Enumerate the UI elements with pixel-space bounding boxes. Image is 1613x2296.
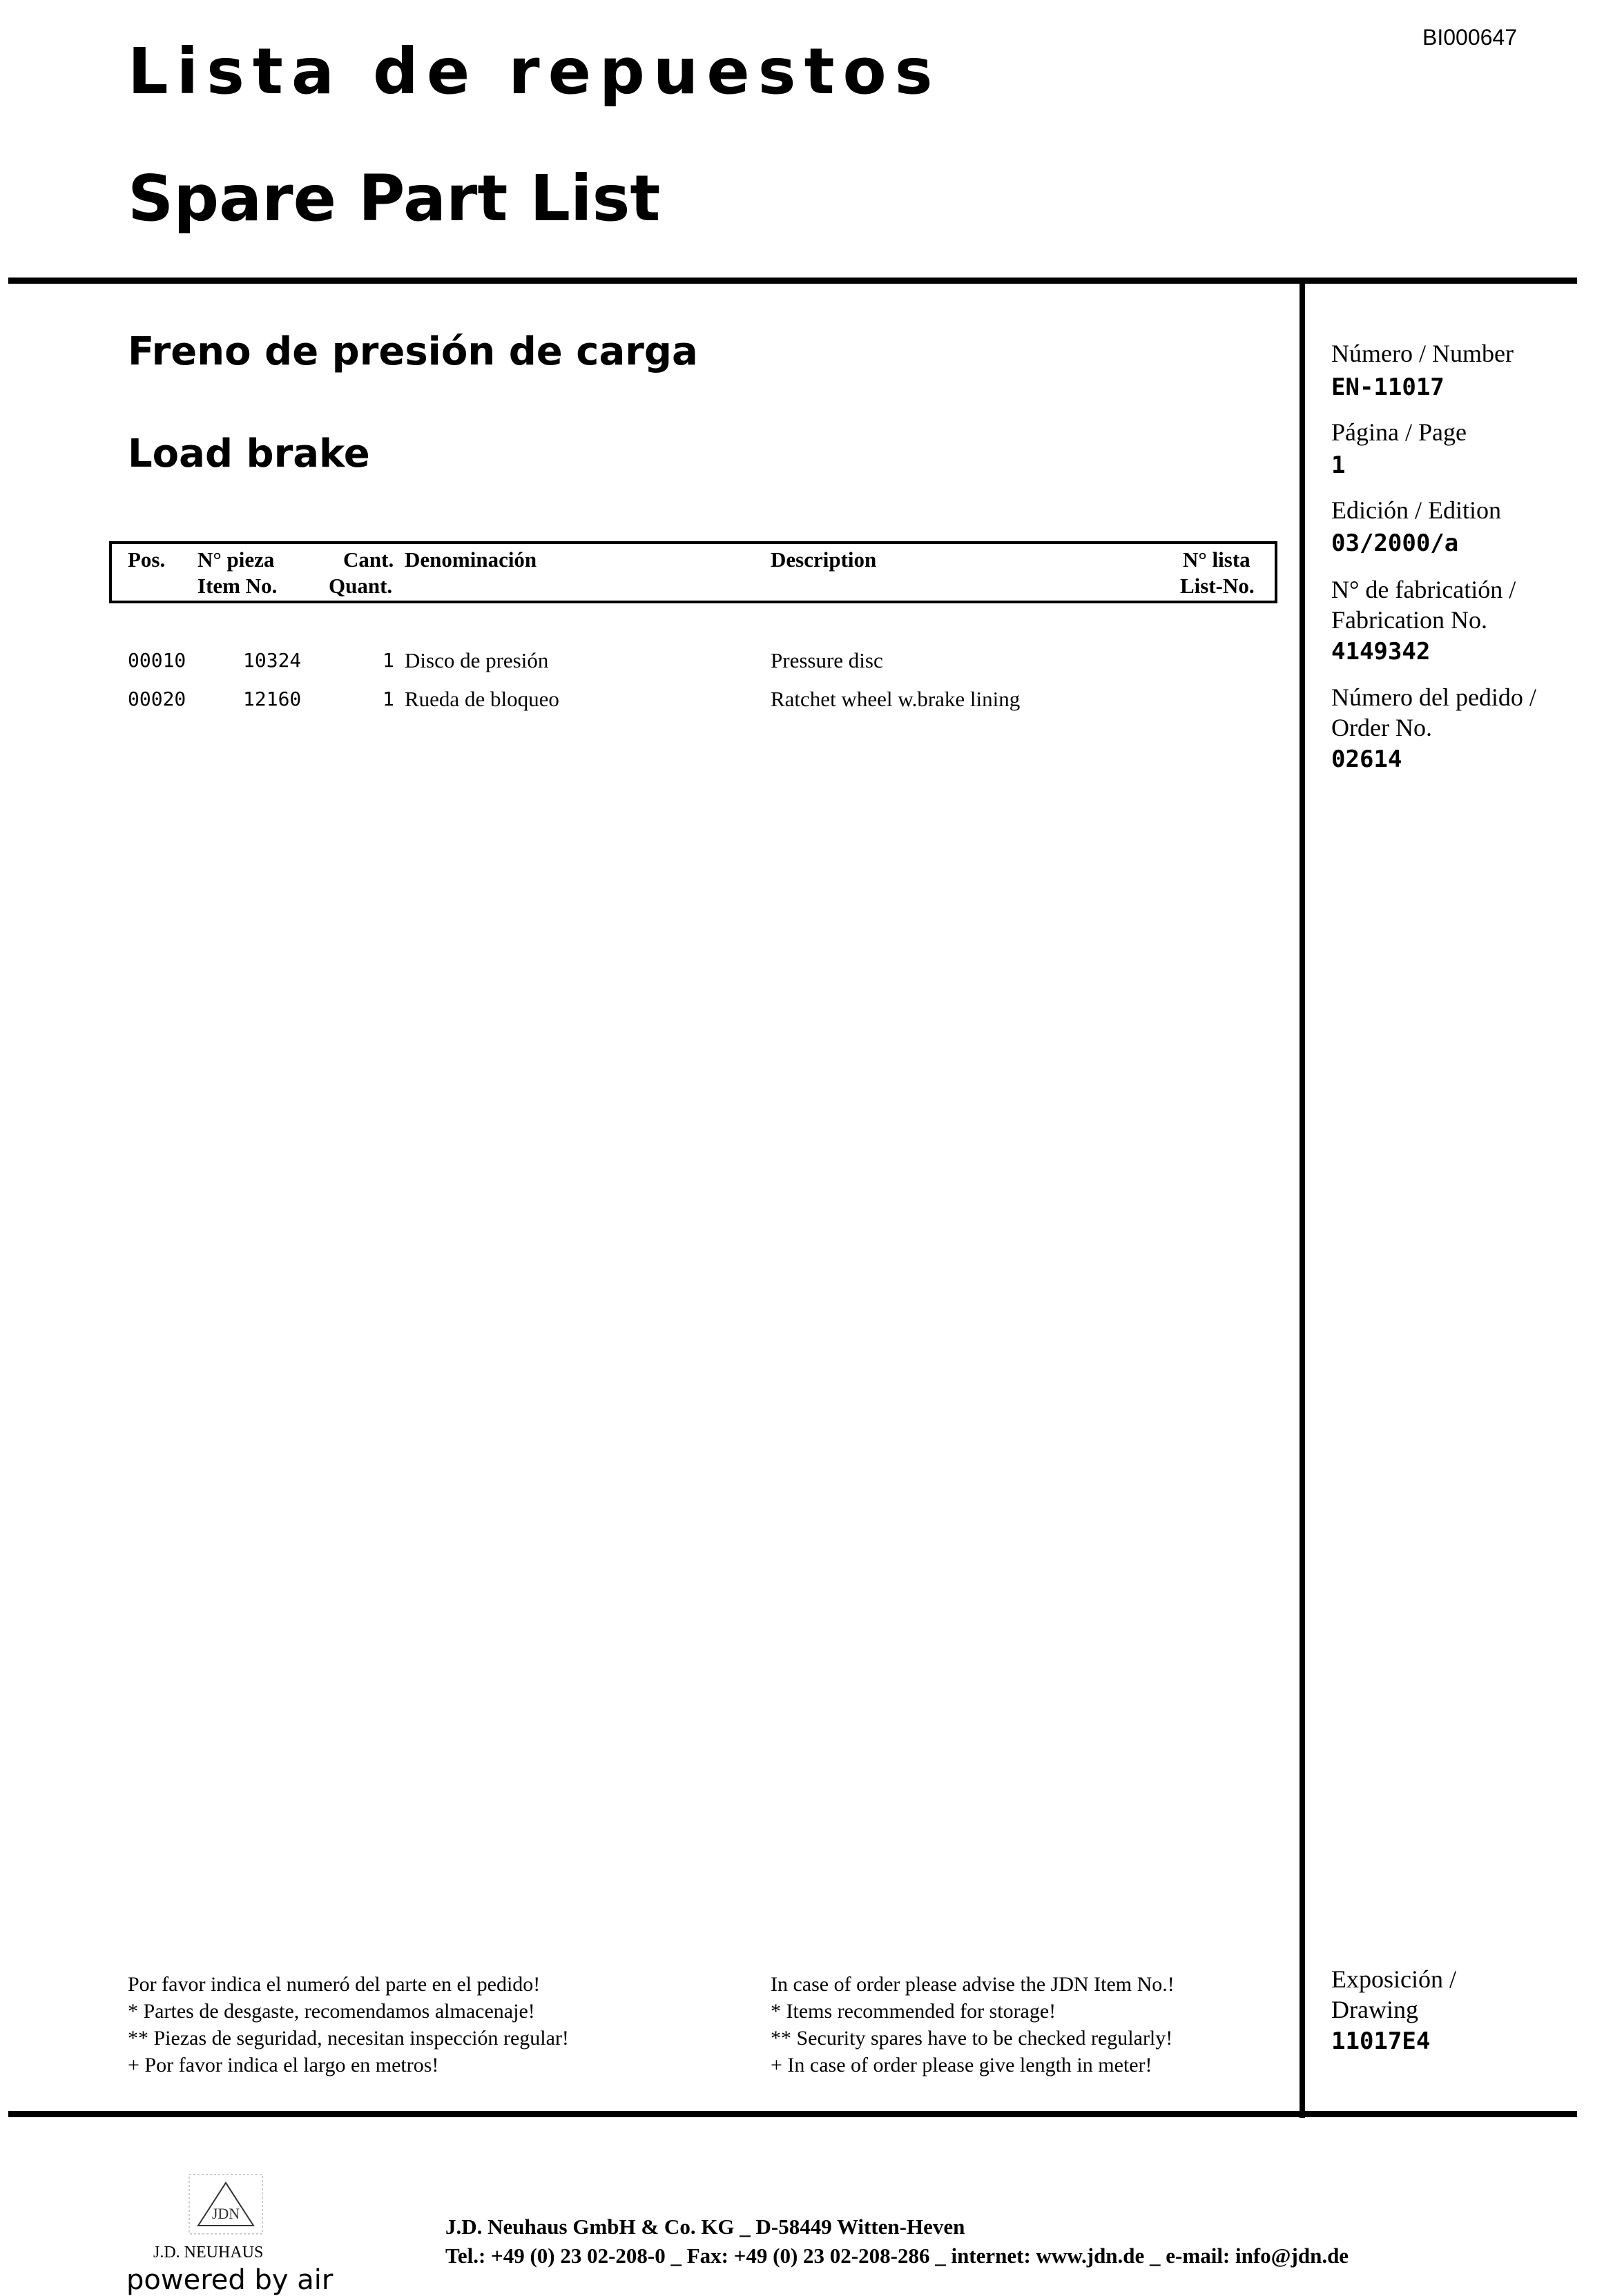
note-en-line: In case of order please advise the JDN Item No.! [771, 1973, 1175, 1996]
order-label-1: Número del pedido / [1331, 683, 1536, 711]
logo-mark: JDN [211, 2205, 240, 2222]
note-en-line: + In case of order please give length in meter! [771, 2054, 1152, 2076]
jdn-logo-icon [188, 2173, 264, 2239]
row-qty: 1 [383, 688, 394, 710]
header-description: Description [771, 547, 877, 572]
fabrication-label-2: Fabrication No. [1331, 606, 1487, 634]
order-label-2: Order No. [1331, 714, 1432, 741]
row-denominacion: Rueda de bloqueo [405, 687, 559, 711]
row-item: 12160 [243, 688, 302, 710]
note-en-line: ** Security spares have to be checked regularly! [771, 2027, 1173, 2050]
fabrication-value: 4149342 [1331, 638, 1431, 665]
edition-value: 03/2000/a [1331, 529, 1459, 557]
note-es-line: Por favor indica el numeró del parte en el pedido! [128, 1973, 541, 1996]
subtitle-spanish: Freno de presión de carga [128, 329, 698, 374]
bottom-divider [8, 2111, 1577, 2117]
note-es-line: ** Piezas de seguridad, necesitan inspección regular! [128, 2027, 569, 2050]
number-label: Número / Number [1331, 340, 1514, 367]
title-spanish: Lista de repuestos [128, 35, 941, 108]
title-english: Spare Part List [128, 162, 661, 235]
row-denominacion: Disco de presión [405, 648, 549, 672]
note-es-line: + Por favor indica el largo en metros! [128, 2054, 439, 2076]
drawing-label-2: Drawing [1331, 1996, 1418, 2023]
row-pos: 00010 [128, 649, 186, 672]
edition-label: Edición / Edition [1331, 496, 1501, 524]
header-qty-en: Quant. [329, 574, 393, 598]
row-description: Ratchet wheel w.brake lining [771, 687, 1021, 711]
drawing-value: 11017E4 [1331, 2027, 1431, 2055]
header-pos: Pos. [128, 547, 166, 572]
note-en-line: * Items recommended for storage! [771, 2000, 1056, 2023]
row-qty: 1 [383, 649, 394, 672]
logo-text: J.D. NEUHAUS [153, 2244, 264, 2261]
header-qty-es: Cant. [343, 547, 394, 572]
footer-company: J.D. Neuhaus GmbH & Co. KG _ D-58449 Witten-Heven [445, 2215, 965, 2239]
header-denominacion: Denominación [405, 547, 537, 572]
header-list-en: List-No. [1180, 574, 1255, 598]
header-item-en: Item No. [197, 574, 278, 598]
row-description: Pressure disc [771, 648, 883, 672]
subtitle-english: Load brake [128, 431, 370, 476]
page-label: Página / Page [1331, 418, 1467, 446]
drawing-label-1: Exposición / [1331, 1965, 1456, 1993]
footer-contact: Tel.: +49 (0) 23 02-208-0 _ Fax: +49 (0) 23 02-208-286 _ internet: www.jdn.de _ e-mail: info@jdn.de [445, 2244, 1349, 2268]
row-pos: 00020 [128, 688, 186, 710]
order-value: 02614 [1331, 746, 1402, 773]
slogan: powered by air [126, 2264, 334, 2296]
top-divider [8, 278, 1577, 284]
note-es-line: * Partes de desgaste, recomendamos almacenaje! [128, 2000, 535, 2023]
row-item: 10324 [243, 649, 302, 672]
page-value: 1 [1331, 451, 1346, 479]
vertical-divider [1300, 282, 1305, 2118]
fabrication-label-1: N° de fabricatión / [1331, 576, 1516, 603]
document-code: BI000647 [1422, 25, 1518, 50]
table-header [109, 541, 1277, 603]
header-list-es: N° lista [1183, 547, 1250, 572]
header-item-es: N° pieza [197, 547, 275, 572]
number-value: EN-11017 [1331, 373, 1445, 401]
